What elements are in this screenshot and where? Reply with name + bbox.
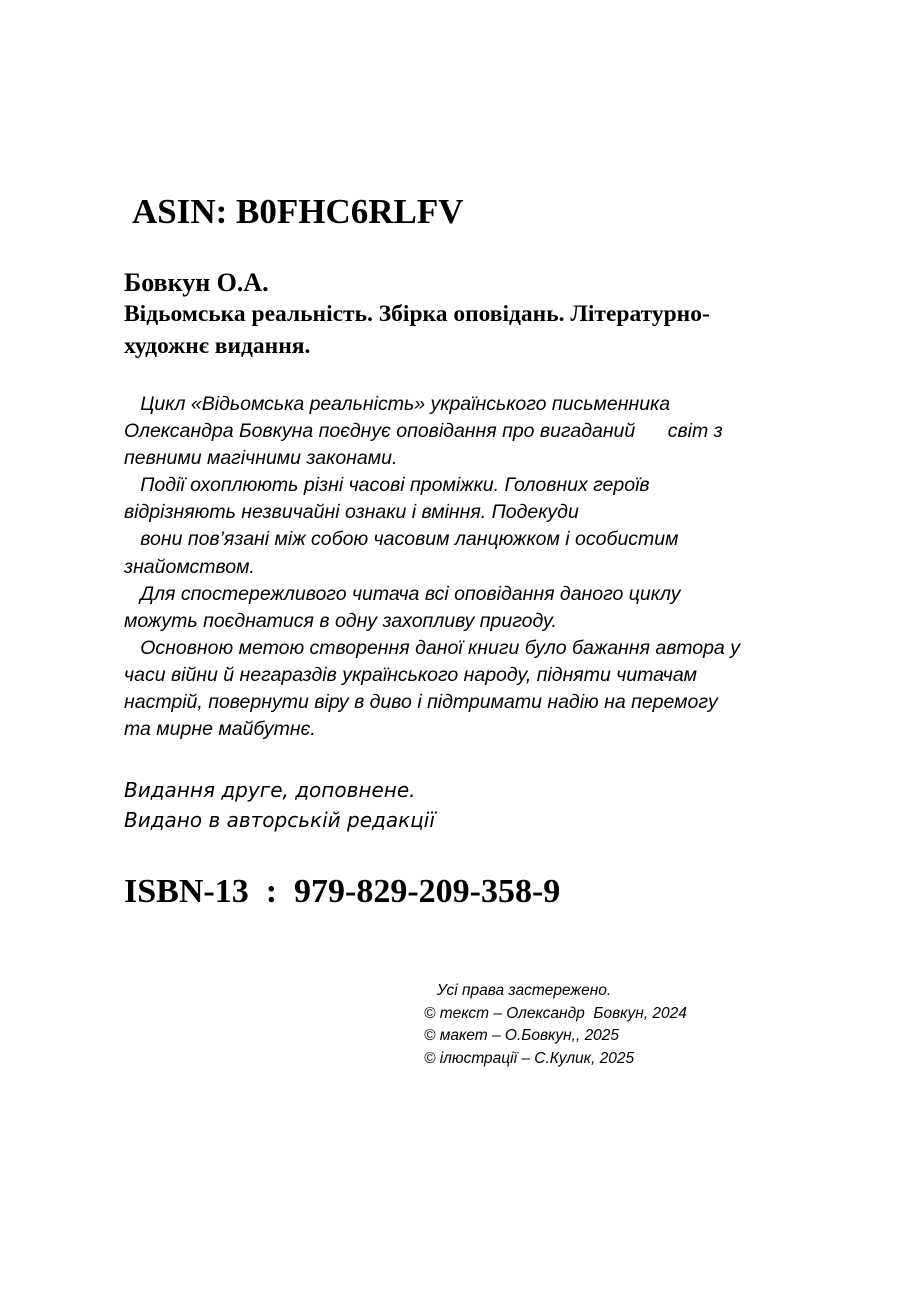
summary-line: настрій, повернути віру в диво і підтримати надію на перемогу: [124, 691, 718, 714]
summary-line: Основною метою створення даної книги було бажання автора у: [124, 636, 740, 659]
summary-line: та мирне майбутнє.: [124, 718, 316, 741]
edition-line: Видання друге, доповнене.: [124, 778, 416, 802]
summary-line: часи війни й негараздів українського народу, підняти читачам: [124, 663, 698, 686]
summary-line: вони пов’язані між собою часовим ланцюжком і особистим: [124, 528, 679, 551]
book-title: [124, 298, 814, 362]
rights-line: Усі права застережено.: [424, 982, 612, 999]
summary-line: відрізняють незвичайні ознаки і вміння. Подекуди: [124, 501, 579, 524]
author-name: Бовкун О.А.: [124, 268, 269, 297]
summary-line: Олександра Бовкуна поєднує оповідання про вигаданий світ з: [124, 420, 723, 443]
rights-line: © макет – О.Бовкун,, 2025: [424, 1027, 620, 1044]
summary-line: знайомством.: [124, 555, 255, 578]
edition-info: [124, 775, 435, 835]
summary-line: певними магічними законами.: [124, 447, 398, 470]
summary-line: можуть поєднатися в одну захопливу пригоду.: [124, 609, 557, 632]
summary-line: Події охоплюють різні часові проміжки. Головних героїв: [124, 474, 650, 497]
book-summary: [124, 391, 740, 743]
copyright-notice: [424, 980, 687, 1070]
book-title-line: художнє видання.: [124, 333, 311, 359]
asin-code: ASIN: B0FHC6RLFV: [132, 192, 464, 231]
rights-line: © ілюстрації – С.Кулик, 2025: [424, 1049, 635, 1067]
edition-line: Видано в авторській редакції: [124, 808, 435, 832]
isbn-code: ISBN-13 : 979-829-209-358-9: [124, 873, 561, 910]
summary-line: Для спостережливого читача всі оповідання даного циклу: [124, 582, 681, 605]
summary-line: Цикл «Відьомська реальність» українського письменника: [124, 393, 671, 415]
book-title-line: Відьомська реальність. Збірка оповідань. Літературно-: [124, 301, 710, 327]
rights-line: © текст – Олександр Бовкун, 2024: [424, 1004, 687, 1022]
